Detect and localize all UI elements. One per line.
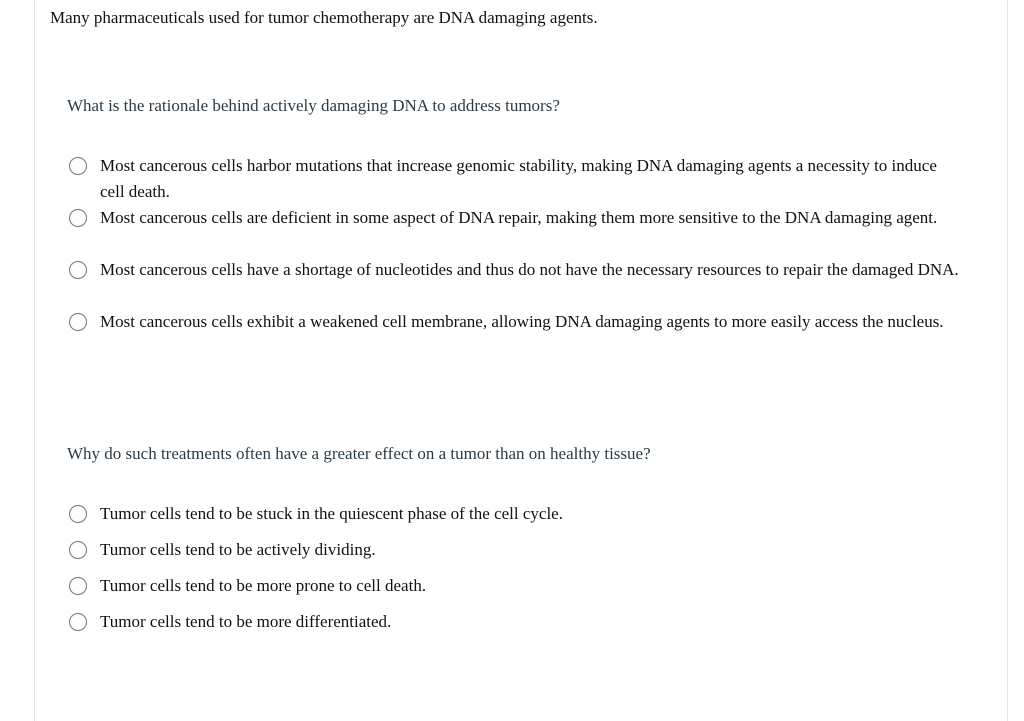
radio-button-icon[interactable] bbox=[69, 157, 87, 175]
question-1-choices bbox=[69, 153, 959, 361]
q1-option-3-label: Most cancerous cells have a shortage of nucleotides and thus do not have the necessary resources to repair the damaged DNA. bbox=[100, 260, 959, 279]
question-1-text: What is the rationale behind actively damaging DNA to address tumors? bbox=[67, 96, 560, 115]
radio-button-icon[interactable] bbox=[69, 577, 87, 595]
q2-option-2-label: Tumor cells tend to be actively dividing. bbox=[100, 540, 376, 559]
q1-option-1-label: Most cancerous cells harbor mutations that increase genomic stability, making DNA damaging agents a necessity to induce cell death. bbox=[100, 156, 937, 201]
question-2-choices bbox=[69, 501, 959, 645]
question-2-text: Why do such treatments often have a greater effect on a tumor than on healthy tissue? bbox=[67, 444, 651, 463]
q2-option-2[interactable] bbox=[69, 537, 959, 573]
q1-option-4[interactable] bbox=[69, 309, 959, 361]
radio-button-icon[interactable] bbox=[69, 209, 87, 227]
q1-option-2-label: Most cancerous cells are deficient in some aspect of DNA repair, making them more sensitive to the DNA damaging agent. bbox=[100, 208, 938, 227]
q1-option-1[interactable] bbox=[69, 153, 959, 205]
radio-button-icon[interactable] bbox=[69, 613, 87, 631]
q1-option-3[interactable] bbox=[69, 257, 959, 309]
q2-option-4[interactable] bbox=[69, 609, 959, 645]
radio-button-icon[interactable] bbox=[69, 261, 87, 279]
quiz-page bbox=[34, 0, 1008, 721]
intro-text: Many pharmaceuticals used for tumor chemotherapy are DNA damaging agents. bbox=[50, 8, 598, 27]
radio-button-icon[interactable] bbox=[69, 541, 87, 559]
radio-button-icon[interactable] bbox=[69, 505, 87, 523]
radio-button-icon[interactable] bbox=[69, 313, 87, 331]
q2-option-3-label: Tumor cells tend to be more prone to cell death. bbox=[100, 576, 427, 595]
q2-option-4-label: Tumor cells tend to be more differentiated. bbox=[100, 612, 392, 631]
q2-option-1[interactable] bbox=[69, 501, 959, 537]
q2-option-3[interactable] bbox=[69, 573, 959, 609]
q1-option-4-label: Most cancerous cells exhibit a weakened cell membrane, allowing DNA damaging agents to more easily access the nucleus. bbox=[100, 312, 944, 331]
q1-option-2[interactable] bbox=[69, 205, 959, 257]
q2-option-1-label: Tumor cells tend to be stuck in the quiescent phase of the cell cycle. bbox=[100, 504, 563, 523]
